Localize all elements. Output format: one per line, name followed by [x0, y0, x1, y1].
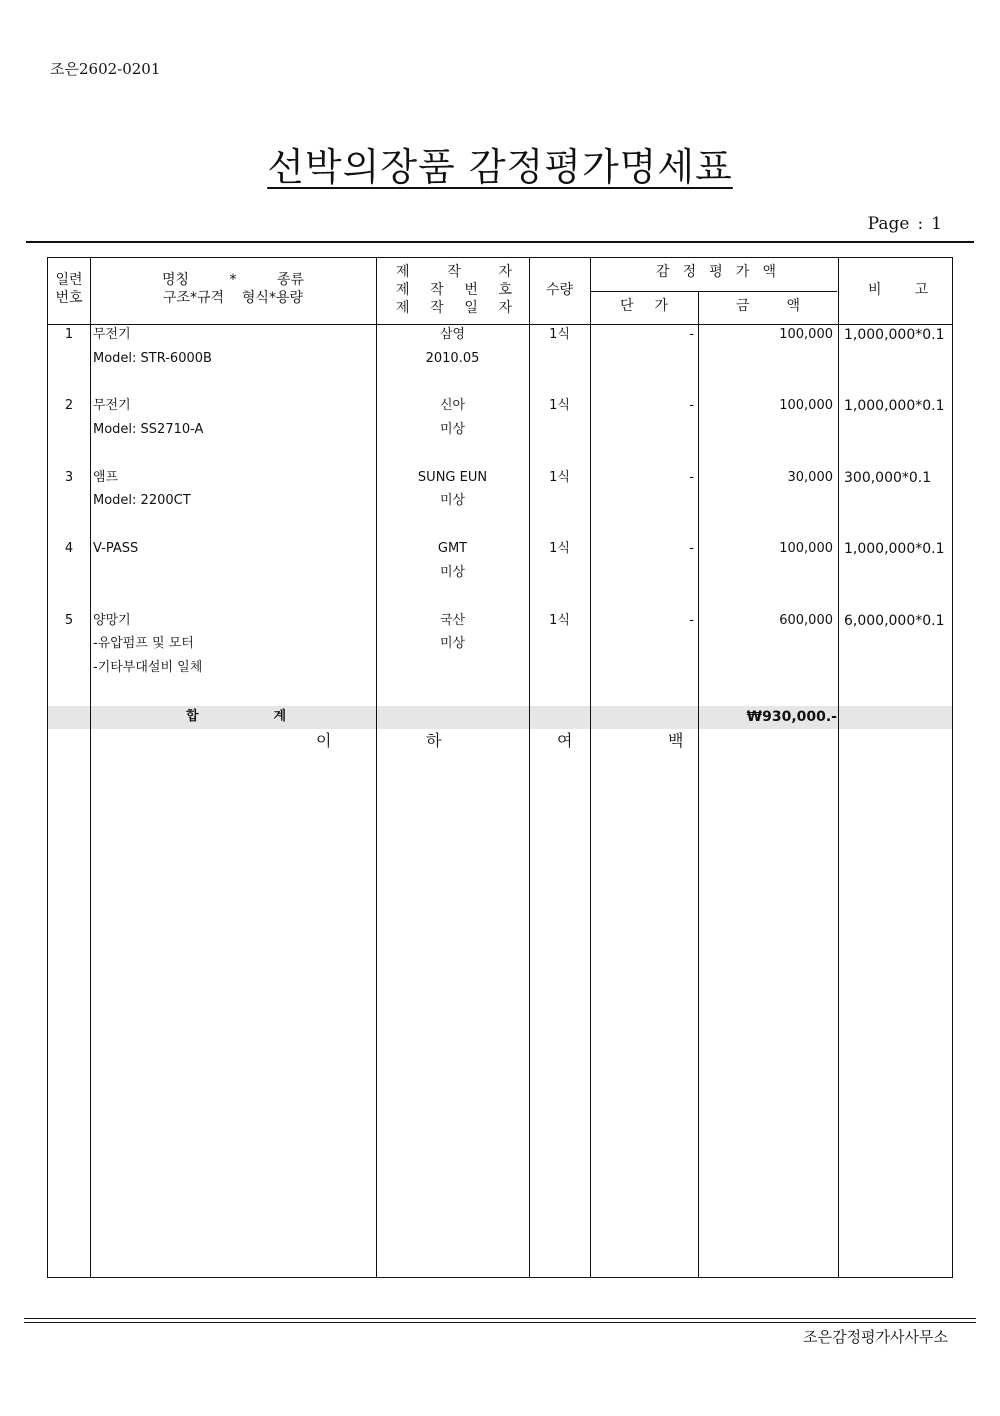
- bottom-rule: [24, 1318, 976, 1319]
- hn3: 호: [498, 282, 512, 298]
- hd2: 일: [464, 300, 478, 316]
- hn1: 작: [430, 282, 444, 298]
- blank-mark-1: 이: [316, 731, 332, 750]
- row-5-detail-1: -유압펌프 및 모터: [93, 636, 194, 651]
- hu0: 단: [620, 298, 634, 314]
- office-name: 조은감정평가사사무소: [803, 1328, 948, 1346]
- col-divider: [90, 258, 91, 1277]
- hr1: 고: [914, 282, 928, 298]
- appraisal-sub-rule: [590, 291, 837, 292]
- header-qty: 수량: [545, 282, 574, 298]
- row-3-name: 앰프: [93, 470, 119, 485]
- row-3-no: 3: [64, 470, 74, 485]
- header-serial-line1: 일련: [55, 272, 83, 288]
- total-label-1: 합: [186, 709, 199, 724]
- hu1: 가: [654, 298, 668, 314]
- page-title: [0, 136, 1000, 191]
- row-2-amount: 100,000: [779, 398, 833, 413]
- row-1-unit: -: [689, 327, 694, 342]
- blank-mark-3: 여: [557, 731, 573, 750]
- row-4-unit: -: [689, 541, 694, 556]
- row-5-date: 미상: [439, 636, 466, 651]
- col-divider: [698, 291, 699, 1277]
- col-divider: [838, 258, 839, 1277]
- bottom-rule-double: [24, 1322, 976, 1323]
- row-4-maker: GMT: [437, 541, 468, 556]
- header-amount: [736, 297, 800, 315]
- row-3-remark: 300,000*0.1: [844, 470, 932, 486]
- hm2: 자: [498, 264, 512, 280]
- row-5-remark: 6,000,000*0.1: [844, 613, 945, 629]
- ha0: 감: [656, 264, 670, 280]
- row-5-no: 5: [64, 613, 74, 628]
- document-code: 조은2602-0201: [50, 60, 161, 78]
- row-1-amount: 100,000: [779, 327, 833, 342]
- ha4: 액: [762, 264, 776, 280]
- row-4-date: 미상: [439, 565, 466, 580]
- page-label: Page: [867, 214, 910, 234]
- row-4-amount: 100,000: [779, 541, 833, 556]
- row-5-qty: 1식: [549, 613, 570, 628]
- row-2-maker: 신아: [439, 398, 466, 413]
- header-maker-no-line: [396, 281, 512, 299]
- row-5-maker: 국산: [439, 613, 466, 628]
- hm0: 제: [396, 264, 410, 280]
- header-type-label: 종류: [276, 272, 304, 288]
- blank-mark-2: 하: [426, 731, 442, 750]
- row-3-unit: -: [689, 470, 694, 485]
- total-label-2: 계: [273, 709, 286, 724]
- row-4-qty: 1식: [549, 541, 570, 556]
- header-star: *: [229, 272, 237, 288]
- ha1: 정: [682, 264, 697, 280]
- row-2-model: Model: SS2710-A: [93, 422, 204, 437]
- hg1: 액: [786, 298, 800, 314]
- header-maker: [396, 263, 512, 317]
- hn0: 제: [396, 282, 410, 298]
- row-3-model: Model: 2200CT: [93, 493, 191, 508]
- hd1: 작: [430, 300, 444, 316]
- row-2-unit: -: [689, 398, 694, 413]
- header-spec-line: [90, 289, 376, 307]
- row-1-name: 무전기: [93, 327, 131, 342]
- row-5-amount: 600,000: [779, 613, 833, 628]
- appraisal-table: [47, 257, 953, 1278]
- page-value: 1: [931, 214, 942, 234]
- hm1: 작: [447, 264, 461, 280]
- hd3: 자: [498, 300, 512, 316]
- row-1-remark: 1,000,000*0.1: [844, 327, 945, 343]
- title-text: 선박의장품 감정평가명세표: [267, 145, 733, 189]
- row-2-qty: 1식: [549, 398, 570, 413]
- top-rule: [26, 241, 974, 243]
- row-2-no: 2: [64, 398, 74, 413]
- row-5-name: 양망기: [93, 613, 131, 628]
- header-remarks: [868, 281, 928, 299]
- header-unit-price: [620, 297, 668, 315]
- total-amount: ₩930,000.-: [746, 709, 837, 725]
- header-maker-date-line: [396, 299, 512, 317]
- header-name-spec: [90, 271, 376, 307]
- row-1-model: Model: STR-6000B: [93, 351, 212, 366]
- row-2-name: 무전기: [93, 398, 131, 413]
- row-3-amount: 30,000: [787, 470, 833, 485]
- header-appraisal: [656, 263, 776, 281]
- ha2: 평: [709, 264, 723, 280]
- row-3-date: 미상: [439, 493, 466, 508]
- row-4-remark: 1,000,000*0.1: [844, 541, 945, 557]
- total-label: [186, 708, 286, 726]
- header-name-label: 명칭: [162, 272, 190, 288]
- header-bottom-rule: [48, 324, 952, 325]
- row-1-date: 2010.05: [425, 351, 480, 366]
- row-3-maker: SUNG EUN: [417, 470, 488, 485]
- row-4-no: 4: [64, 541, 74, 556]
- ha3: 가: [735, 264, 750, 280]
- hd0: 제: [396, 300, 410, 316]
- page-sep: :: [917, 214, 924, 234]
- page-number: [868, 214, 942, 234]
- header-name-line: [90, 271, 376, 289]
- row-1-no: 1: [64, 327, 74, 342]
- row-1-maker: 삼영: [439, 327, 466, 342]
- hg0: 금: [736, 298, 750, 314]
- row-4-name: V-PASS: [93, 541, 139, 556]
- row-1-qty: 1식: [549, 327, 570, 342]
- row-5-unit: -: [689, 613, 694, 628]
- header-spec-label: 구조*규격: [162, 290, 225, 306]
- header-serial-line2: 번호: [55, 290, 83, 306]
- hn2: 번: [464, 282, 478, 298]
- row-2-date: 미상: [439, 422, 466, 437]
- row-5-detail-2: -기타부대설비 일체: [93, 660, 203, 675]
- header-serial: [48, 271, 90, 307]
- blank-mark-4: 백: [668, 731, 684, 750]
- hr0: 비: [868, 282, 882, 298]
- header-maker-line: [396, 263, 512, 281]
- header-form-label: 형식*용량: [241, 290, 304, 306]
- row-2-remark: 1,000,000*0.1: [844, 398, 945, 414]
- row-3-qty: 1식: [549, 470, 570, 485]
